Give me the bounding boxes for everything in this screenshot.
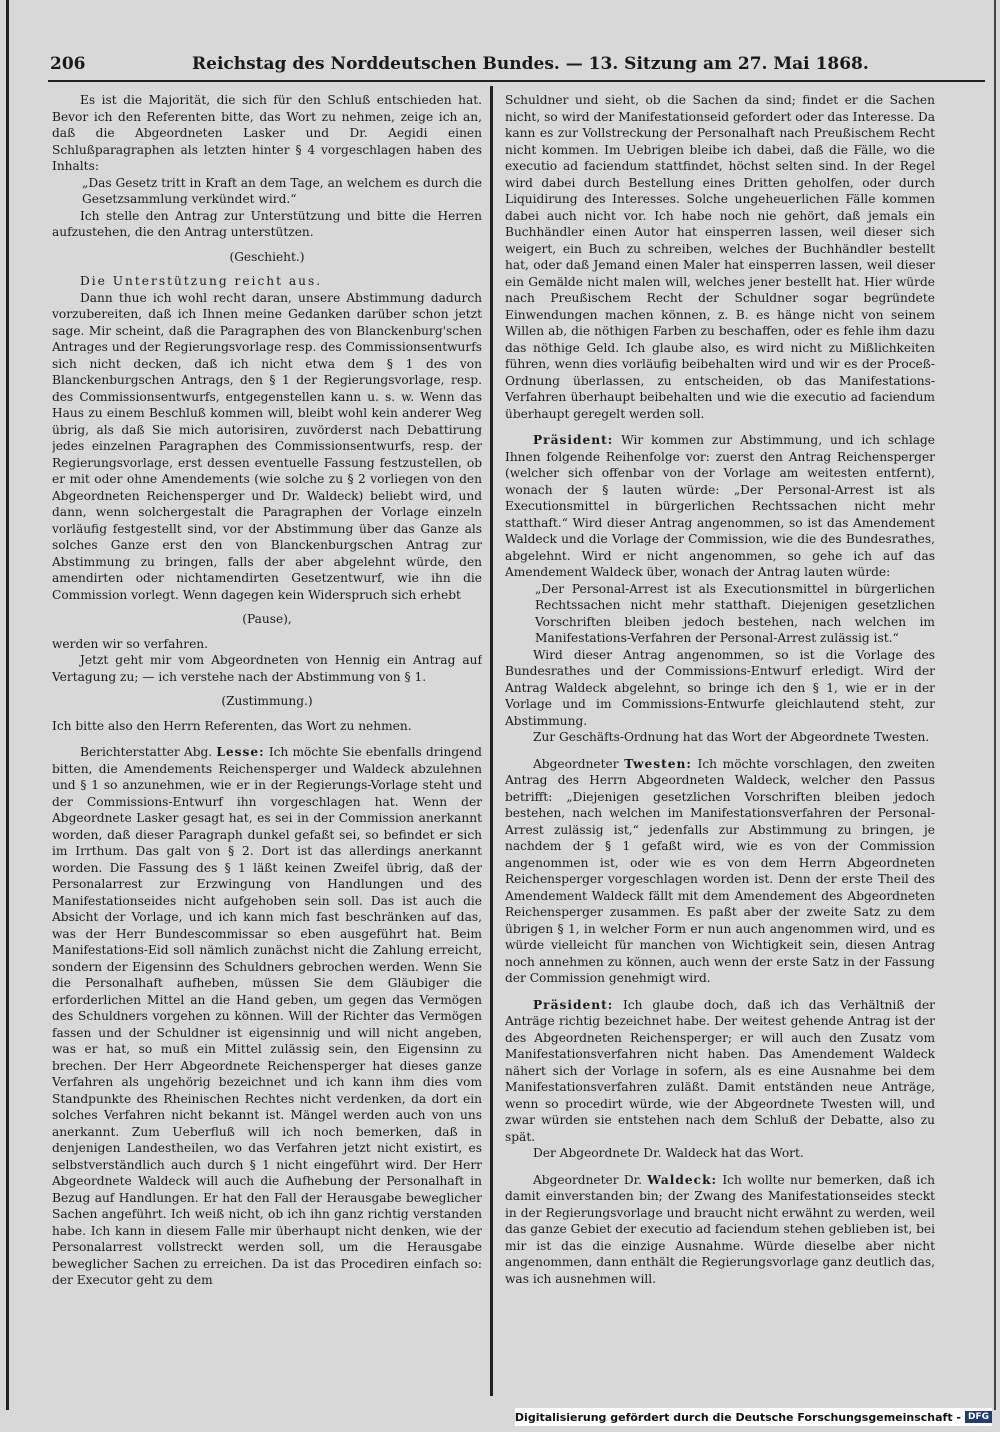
column-divider	[490, 86, 493, 1396]
footer-text: Digitalisierung gefördert durch die Deutsche Forschungsgemeinschaft -	[514, 1410, 961, 1424]
running-title: Reichstag des Norddeutschen Bundes. — 13. Sitzung am 27. Mai 1868.	[192, 54, 869, 74]
paragraph: Ich bitte also den Herrn Referenten, das Wort zu nehmen.	[52, 718, 412, 733]
speaker-prefix: Abgeordneter	[533, 756, 619, 771]
speech-text: Ich glaube doch, daß ich das Verhältniß der Anträge richtig bezeichnet habe. Der weitest gehende Antrag ist der des Abgeordneten Reichensperger; er will auch den Zusatz vom Manifestationsverfahren nicht haben. Das Amendement Waldeck nähert sich der Vorlage in sofern, als es eine Ausnahme bei dem Manifestationsverfahren zuläßt. Damit entständen neue Anträge, wenn so procedirt würde, wie der Abgeordnete Twesten will, und zwar würden sie entstehen nach dem Schluß der Debatte, also zu spät.	[505, 997, 935, 1144]
paragraph: Wird dieser Antrag angenommen, so ist die Vorlage des Bundesrathes und der Commissions-Entwurf erledigt. Wird der Antrag Waldeck abgelehnt, so bringe ich den § 1, wie er in der Vorlage und im Commissions-Entwurfe gleichlautend steht, zur Abstimmung.	[505, 647, 935, 728]
speech-text: Ich wollte nur bemerken, daß ich damit einverstanden bin; der Zwang des Manifestationseides steckt in der Regierungsvorlage und braucht nicht erwähnt zu werden, weil das ganze Gebiet der executio ad faciendum stehen geblieben ist, bei mir ist das die einzige Ausnahme. Würde dieselbe aber nicht angenommen, dann enthält die Regierungsvorlage ganz deutlich das, was ich ausnehmen will.	[505, 1172, 935, 1286]
scan-border-left	[6, 0, 9, 1410]
speaker-name: Lesse:	[216, 745, 265, 759]
speaker-prefix: Abgeordneter Dr.	[533, 1172, 642, 1187]
speech-text: Ich möchte vorschlagen, den zweiten Antrag des Herrn Abgeordneten Waldeck, welcher den Passus betrifft: „Diejenigen gesetzlichen Vorschriften bleiben jedoch bestehen, nach welchen im Manifestationsverfahren der Personal-Arrest zulässig ist,“ jedenfalls zur Abstimmung zu bringen, je nachdem der § 1 gefaßt wird, wie es von der Commission angenommen ist, oder wie es von dem Herrn Abgeordneten Reichensperger vorgeschlagen worden ist. Denn der erste Theil des Amendement Waldeck fällt mit dem Amendement des Abgeordneten Reichensperger zusammen. Es paßt aber der zweite Satz zu dem übrigen § 1, in welcher Form er nun auch angenommen wird, und es würde vielleicht für manchen von Wichtigkeit sein, diesen Antrag noch annehmen zu können, auch wenn der erste Satz in der Fassung der Commission genehmigt wird.	[505, 756, 935, 985]
speaker-name: Waldeck:	[647, 1172, 718, 1187]
stage-direction: (Zustimmung.)	[221, 694, 313, 708]
speech	[505, 756, 935, 987]
paragraph: Schuldner und sieht, ob die Sachen da sind; findet er die Sachen nicht, so wird der Manifestationseid gefordert oder das Interesse. Da kann es zur Vollstreckung der Personalhaft nach Preußischem Recht nicht kommen. Im Uebrigen bleibe ich dabei, daß die Fälle, wo die executio ad faciendum stattfindet, höchst selten sind. In der Regel wird dabei durch Bestellung eines Dritten geholfen, oder durch Liquidirung des Interesses. Solche ungeheuerlichen Fälle kommen dabei auch nicht vor. Ich habe noch nie gehört, daß jemals ein Buchhändler einen Autor hat einsperren lassen, weil dieser sich weigert, ein Buch zu schreiben, welches der Buchhändler bestellt hat, oder daß Jemand einen Maler hat einsperren lassen, weil dieser ein Gemälde nicht malen will, welches jener bestellt hat. Hier würde nach Preußischem Recht der Schuldner sogar begründete Einwendungen machen können, z. B. es hänge nicht von seinem Willen ab, die nöthigen Farben zu beschaffen, oder es fehle ihm dazu das nöthige Geld. Ich glaube also, es wird nicht zu Mißlichkeiten führen, wenn dies vorläufig beibehalten wird und wir es der Proceß-Ordnung überlassen, zu entscheiden, ob das Manifestations-Verfahren überhaupt beibehalten und wie die executio ad faciendum überhaupt geregelt werden soll.	[505, 93, 935, 421]
page-number: 206	[50, 54, 86, 74]
quotation: „Das Gesetz tritt in Kraft an dem Tage, an welchem es durch die Gesetzsammlung verkündet wird.“	[82, 175, 482, 206]
stage-direction: (Geschieht.)	[229, 249, 305, 264]
spaced-text: Die Unterstützung reicht aus.	[80, 274, 323, 288]
digitization-footer	[515, 1408, 992, 1426]
paragraph: Jetzt geht mir vom Abgeordneten von Hennig ein Antrag auf Vertagung zu; — ich verstehe nach der Abstimmung von § 1.	[52, 653, 482, 684]
paragraph: Der Abgeordnete Dr. Waldeck hat das Wort.	[533, 1146, 804, 1160]
quotation: „Der Personal-Arrest ist als Executionsmittel in bürgerlichen Rechtssachen nicht mehr statthaft. Diejenigen gesetzlichen Vorschriften bleiben jedoch bestehen, nach welchen im Manifestations-Verfahren der Personal-Arrest zulässig ist.“	[535, 581, 935, 645]
header-rule	[48, 80, 985, 82]
speaker-name: Twesten:	[624, 756, 692, 771]
speaker-name: Präsident:	[533, 433, 614, 447]
dfg-logo-icon: DFG	[965, 1411, 992, 1423]
paragraph: Ich stelle den Antrag zur Unterstützung und bitte die Herren aufzustehen, die den Antrag unterstützen.	[52, 208, 482, 239]
speech	[52, 744, 482, 1289]
speech	[505, 997, 935, 1146]
scan-border-right	[994, 0, 996, 1410]
right-column	[505, 92, 935, 1392]
page-header	[50, 50, 985, 78]
speech	[505, 1172, 935, 1288]
paragraph: Es ist die Majorität, die sich für den Schluß entschieden hat. Bevor ich den Referenten bitte, das Wort zu nehmen, zeige ich an, daß die Abgeordneten Lasker und Dr. Aegidi einen Schlußparagraphen als letzten hinter § 4 vorgeschlagen haben des Inhalts:	[52, 93, 482, 173]
paragraph: Zur Geschäfts-Ordnung hat das Wort der Abgeordnete Twesten.	[533, 730, 930, 744]
speech-text: Wir kommen zur Abstimmung, und ich schlage Ihnen folgende Reihenfolge vor: zuerst den Antrag Reichensperger (welcher sich offenbar von der Vorlage am weitesten entfernt), wonach der § lauten würde: „Der Personal-Arrest ist als Executionsmittel in bürgerlichen Rechtssachen nicht mehr statthaft.“ Wird dieser Antrag angenommen, so ist das Amendement Waldeck und die Vorlage der Commission, wie die des Bundesrathes, abgelehnt. Wird er nicht angenommen, so gehe ich auf das Amendement Waldeck über, wonach der Antrag lauten würde:	[505, 433, 935, 579]
speech-text: Ich möchte Sie ebenfalls dringend bitten, die Amendements Reichensperger und Waldeck abzulehnen und § 1 so anzunehmen, wie er in der Regierungs-Vorlage steht und der Commissions-Entwurf ihn vorgeschlagen hat. Wenn der Abgeordnete Lasker gesagt hat, es sei in der Commission anerkannt worden, daß dieser Paragraph dunkel gefaßt sei, so befindet er sich im Irrthum. Das galt von § 2. Dort ist das allerdings anerkannt worden. Die Fassung des § 1 läßt keinen Zweifel übrig, daß der Personalarrest zur Erzwingung von Handlungen und des Manifestationseides nicht aufgehoben sein soll. Das ist auch die Absicht der Vorlage, und ich kann mich fast beschränken auf das, was der Herr Bundescommissar so eben ausgeführt hat. Beim Manifestations-Eid soll nämlich zunächst nicht die Zahlung erreicht, sondern der Eigensinn des Schuldners gebrochen werden. Wenn Sie die Personalhaft aufheben, müssen Sie dem Gläubiger die erforderlichen Mittel an die Hand geben, um gegen das Vermögen des Schuldners vorgehen zu können. Will der Richter das Vermögen fassen und der Schuldner ist eigensinnig und will nicht angeben, was er hat, so muß ein Mittel zulässig sein, den Eigensinn zu brechen. Der Herr Abgeordnete Reichensperger hat dieses ganze Verfahren als ungehörig bezeichnet und ich kann ihm dies vom Standpunkte des Rheinischen Rechtes nicht verdenken, da dort ein solches Verfahren nicht bekannt ist. Mängel werden auch von uns anerkannt. Zum Ueberfluß will ich noch bemerken, daß in denjenigen Landestheilen, wo das Verfahren jetzt nicht existirt, es selbstverständlich auch durch § 1 nicht eingeführt wird. Der Herr Abgeordnete Waldeck will auch die Aufhebung der Personalhaft in Bezug auf Handlungen. Er hat den Fall der Herausgabe beweglicher Sachen angeführt. Ich weiß nicht, ob ich ihn ganz richtig verstanden habe. Ich kann in diesem Falle mir überhaupt nicht denken, wie der Personalarrest vollstreckt werden soll, um die Herausgabe beweglicher Sachen zu erreichen. Da ist das Procediren einfach so: der Executor geht zu dem	[52, 745, 482, 1287]
speech	[505, 432, 935, 581]
paragraph: werden wir so verfahren.	[52, 636, 209, 651]
left-column	[52, 92, 482, 1392]
paragraph: Dann thue ich wohl recht daran, unsere Abstimmung dadurch vorzubereiten, daß ich Ihnen meine Gedanken darüber schon jetzt sage. Mir scheint, daß die Paragraphen des von Blanckenburg'schen Antrages und der Regierungsvorlage resp. des Commissionsentwurfs sich nicht decken, daß ich nicht etwa dem § 1 des von Blanckenburgschen Antrags, den § 1 der Regierungsvorlage, resp. des Commissionsentwurfs, entgegenstellen kann u. s. w. Wenn das Haus zu einem Beschluß kommen will, bleibt wohl kein anderer Weg übrig, als daß Sie mich autorisiren, zuvörderst nach Debattirung jedes einzelnen Paragraphen des Commissionsentwurfs, resp. der Regierungsvorlage, erst dessen eventuelle Fassung festzustellen, ob er mit oder ohne Amendements (wie solche zu § 2 vorliegen von den Abgeordneten Reichensperger und Dr. Waldeck) beliebt wird, und dann, wenn solchergestalt die Paragraphen der Vorlage einzeln vorläufig festgestellt sind, vor der Abstimmung über das Ganze als solches Ganze erst den von Blanckenburgschen Antrag zur Abstimmung zu bringen, falls der aber abgelehnt würde, den amendirten oder nichtamendirten Gesetzentwurf, wie ihn die Commission vorlegt. Wenn dagegen kein Widerspruch sich erhebt	[52, 290, 482, 602]
stage-direction: (Pause),	[242, 612, 292, 626]
speaker-prefix: Berichterstatter Abg.	[80, 745, 213, 759]
speaker-name: Präsident:	[533, 997, 614, 1012]
